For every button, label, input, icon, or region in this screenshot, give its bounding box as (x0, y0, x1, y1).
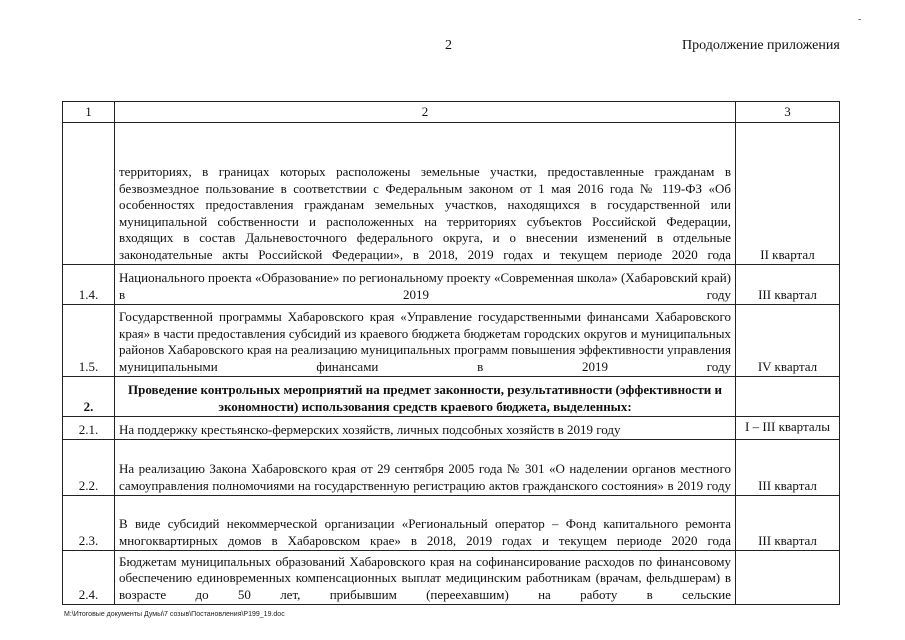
section-title: Проведение контрольных мероприятий на предмет законности, результативности (эффективности и экономности) использования средств краевого бюджета, выделенных: (115, 377, 736, 417)
table-row (63, 440, 840, 496)
row-text: Государственной программы Хабаровского края «Управление государственными финансами Хабаровского края» в части предоставления субсидий из краевого бюджета бюджетам городских округов и муниципальных районов Хабаровского края на реализацию муниципальных программ повышения эффективности управления муниципальными финансами в 2019 году (115, 305, 736, 377)
table-row (63, 265, 840, 305)
row-text: Бюджетам муниципальных образований Хабаровского края на софинансирование расходов по финансовому обеспечению единовременных компенсационных выплат медицинским работникам (врачам, фельдшерам) в возрасте до 50 лет, прибывшим (переехавшим) на работу в сельские (115, 551, 736, 605)
row-period (736, 551, 840, 605)
page-number: 2 (445, 38, 452, 53)
row-period: III квартал (736, 496, 840, 551)
row-text: Национального проекта «Образование» по региональному проекту «Современная школа» (Хабаровский край) в 2019 году (115, 265, 736, 305)
row-period: I – III кварталы (736, 417, 840, 440)
row-number: 2.3. (63, 496, 115, 551)
row-number (63, 123, 115, 265)
row-text: На реализацию Закона Хабаровского края от 29 сентября 2005 года № 301 «О наделении органов местного самоуправления полномочиями на государственную регистрацию актов гражданского состояния» в 2019 году (115, 440, 736, 496)
row-number: 2.1. (63, 417, 115, 440)
table-header-row (63, 102, 840, 123)
row-text: В виде субсидий некоммерческой организации «Региональный оператор – Фонд капитального ремонта многоквартирных домов в Хабаровском крае» в 2018, 2019 годах и текущем периоде 2020 года (115, 496, 736, 551)
column-header-number: 1 (63, 102, 115, 123)
table-row (63, 417, 840, 440)
row-period: IV квартал (736, 305, 840, 377)
row-period (736, 377, 840, 417)
row-period: III квартал (736, 440, 840, 496)
section-number: 2. (63, 377, 115, 417)
table-row (63, 496, 840, 551)
continuation-label: Продолжение приложения (682, 38, 840, 53)
plan-table (62, 101, 840, 605)
table-row (63, 123, 840, 265)
row-period: III квартал (736, 265, 840, 305)
row-number: 2.2. (63, 440, 115, 496)
row-text: территориях, в границах которых расположены земельные участки, предоставленные гражданам в безвозмездное пользование в соответствии с Федеральным законом от 1 мая 2016 года № 119-ФЗ «Об особенностях предоставления гражданам земельных участков, находящихся в государственной или муниципальной собственности и расположенных на территориях субъектов Российской Федерации, входящих в состав Дальневосточного федерального округа, и о внесении изменений в отдельные законодательные акты Российской Федерации», в 2018, 2019 годах и текущем периоде 2020 года (115, 123, 736, 265)
column-header-period: 3 (736, 102, 840, 123)
row-text: На поддержку крестьянско-фермерских хозяйств, личных подсобных хозяйств в 2019 году (115, 417, 736, 440)
file-path-footer: M:\Итоговые документы Думы\7 созыв\Постановления\P199_19.doc (64, 611, 285, 618)
column-header-description: 2 (115, 102, 736, 123)
row-number: 1.4. (63, 265, 115, 305)
table-row (63, 551, 840, 605)
row-number: 1.5. (63, 305, 115, 377)
row-number: 2.4. (63, 551, 115, 605)
corner-mark: - (858, 14, 862, 25)
table-row (63, 305, 840, 377)
row-period: II квартал (736, 123, 840, 265)
section-row (63, 377, 840, 417)
